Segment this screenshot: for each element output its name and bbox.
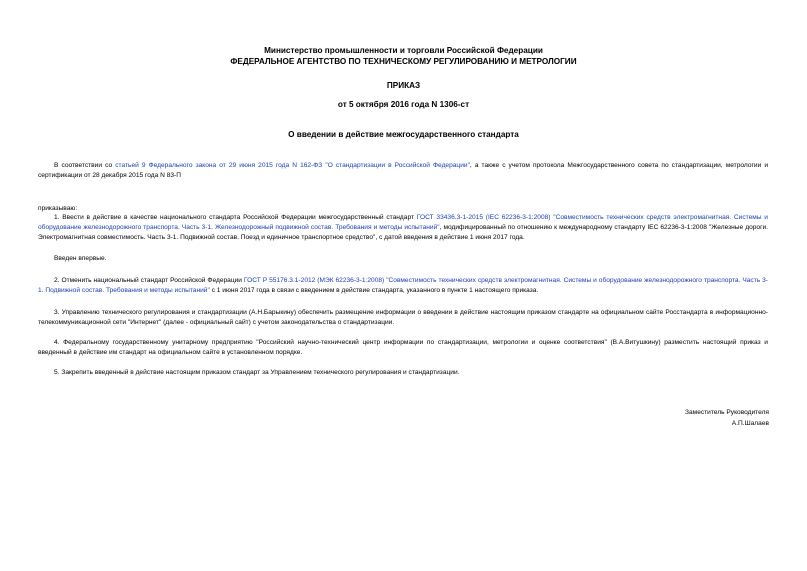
item-5-text: 5. Закрепить введенный в действие настоящим приказом стандарт за Управлением технического регулирования и стандартизации.: [54, 369, 460, 376]
item-4-paragraph: [38, 338, 768, 358]
item-4-text: 4. Федеральному государственному унитарному предприятию "Российский научно-технический центр информации по стандартизации, метрологии и оценке соответствия" (В.А.Витушкину) разместить настоящий приказ и введенный в действие им стандарт на официальном сайте в установленном порядке.: [38, 339, 768, 356]
standard-link-gost-r-55176[interactable]: ГОСТ Р 55176.3.1-2012 (МЭК 62236-3-1:2008) "Совместимость технических средств электромагнитная. Системы и оборудование железнодорожного транспорта. Часть 3-1. Подвижной состав. Требования и методы испытаний": [38, 277, 769, 294]
intro-paragraph: [38, 161, 768, 181]
intro-prefix: В соответствии со: [54, 162, 116, 169]
first-time-text: Введен впервые.: [54, 255, 107, 262]
ministry-title: Министерство промышленности и торговли Российской Федерации: [264, 46, 543, 55]
item-2-suffix: с 1 июня 2017 года в связи с введением в действие стандарта, указанного в пункте 1 настоящего приказа.: [209, 287, 539, 294]
item-1-prefix: 1. Ввести в действие в качестве национального стандарта Российской Федерации межгосударственный стандарт: [54, 214, 417, 221]
first-time-note: [38, 254, 768, 264]
item-2-prefix: 2. Отменить национальный стандарт Российской Федерации: [54, 277, 244, 284]
item-1-suffix: , модифицированный по отношению к международному стандарту IEC 62236-3-1:2008 "Железные дороги. Электромагнитная совместимость. Часть 3-1. Подвижной состав. Поезд и единичное транспортное средство", с датой введения в действие 1 июня 2017 года.: [38, 224, 768, 241]
law-link[interactable]: статьей 9 Федерального закона от 29 июня 2015 года N 162-ФЗ "О стандартизации в Российской Федерации": [115, 162, 470, 169]
intro-suffix: , а также с учетом протокола Межгосударственного совета по стандартизации, метрологии и сертификации от 28 декабря 2015 года N 83-П: [38, 162, 768, 179]
item-3-paragraph: [38, 308, 768, 328]
order-word: приказываю:: [38, 205, 78, 212]
item-3-text: 3. Управлению технического регулирования и стандартизации (А.Н.Барыкину) обеспечить размещение информации о введении в действие настоящим приказом стандарте на официальном сайте Росстандарта в информационно-телекоммуникационной сети "Интернет" (далее - официальный сайт) с учетом законодательства о стандартизации.: [38, 309, 768, 326]
item-5-paragraph: [38, 368, 768, 378]
signature-name: А.П.Шалаев: [731, 420, 769, 427]
item-2-paragraph: [38, 276, 768, 296]
standard-link-gost-33436[interactable]: ГОСТ 33436.3-1-2015 (IEC 62236-3-1:2008) "Совместимость технических средств электромагнитная. Системы и оборудование железнодорожного транспорта. Часть 3-1. Железнодорожный подвижной состав. Требования и методы испытаний": [38, 214, 768, 231]
date-number: от 5 октября 2016 года N 1306-ст: [337, 100, 470, 109]
signature-position: Заместитель Руководителя: [685, 409, 769, 416]
subject-title: О введении в действие межгосударственного стандарта: [288, 130, 519, 139]
document-type: ПРИКАЗ: [386, 81, 421, 90]
item-1-paragraph: [38, 213, 768, 243]
agency-title: ФЕДЕРАЛЬНОЕ АГЕНТСТВО ПО ТЕХНИЧЕСКОМУ РЕГУЛИРОВАНИЮ И МЕТРОЛОГИИ: [230, 57, 577, 66]
